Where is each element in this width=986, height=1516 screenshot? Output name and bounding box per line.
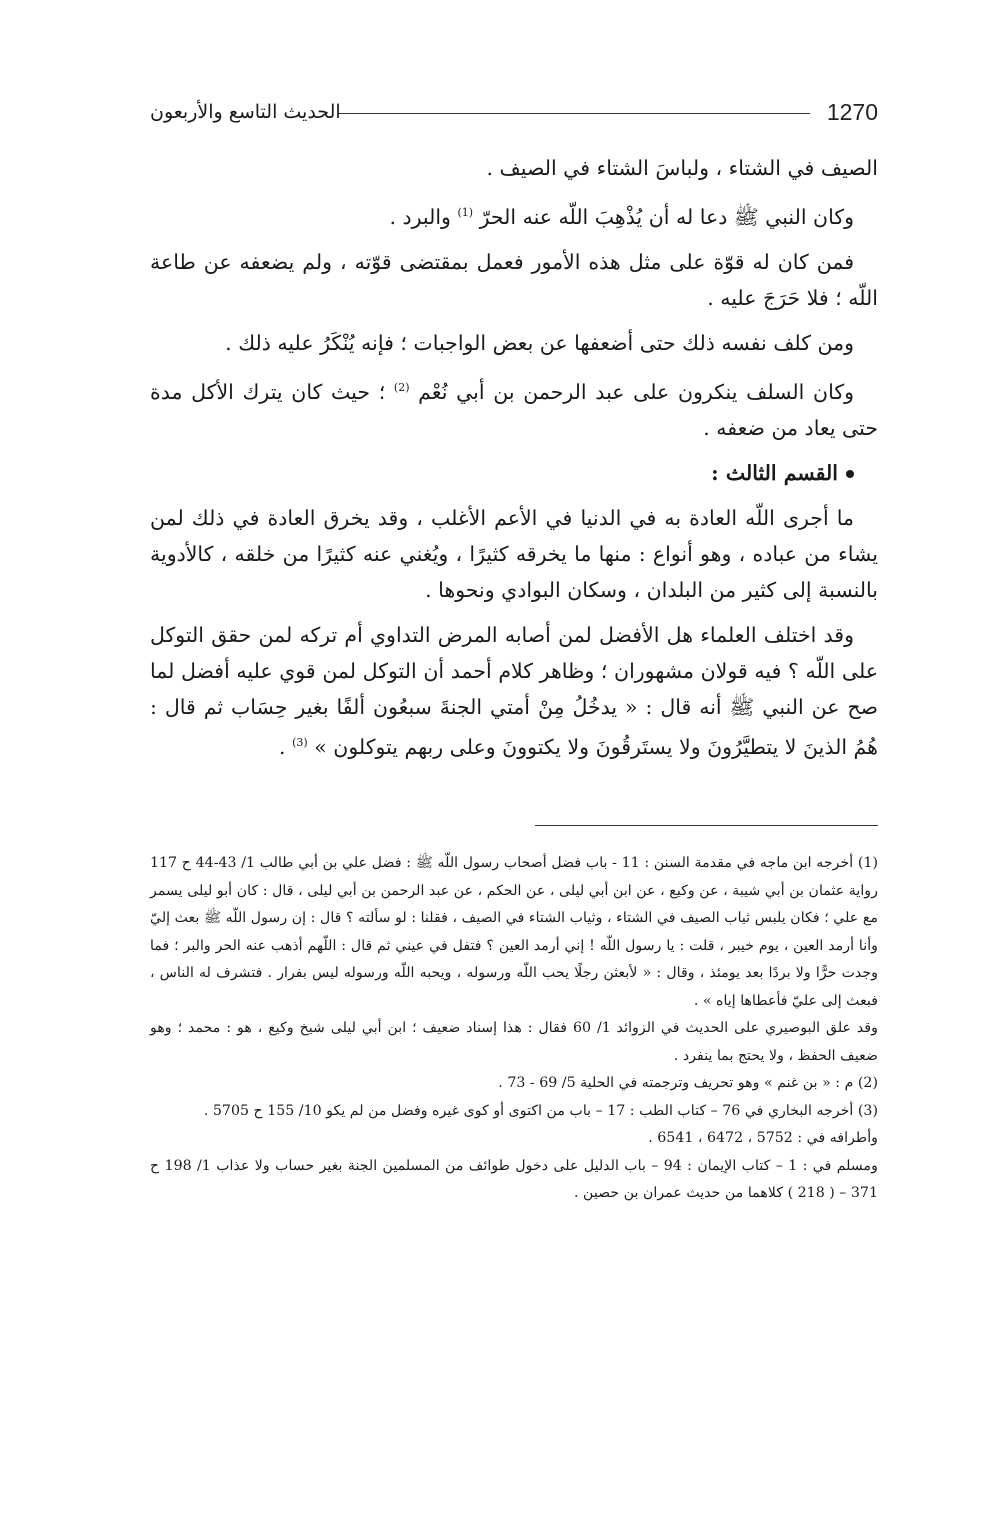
footnotes xyxy=(150,850,878,1208)
footnote: ومسلم في : 1 – كتاب الإيمان : 94 – باب الدليل على دخول طوائف من المسلمين الجنة بغير حساب ولا عذاب 1/ 198 ح 371 – ( 218 ) كلاهما من حديث عمران بن حصين . xyxy=(150,1157,878,1201)
section-heading-text: القسم الثالث : xyxy=(711,460,838,485)
text-run: والبرد . xyxy=(389,204,458,229)
running-header xyxy=(150,92,878,132)
main-text xyxy=(150,150,878,773)
header-rule xyxy=(338,113,810,114)
paragraph: فمن كان له قوّة على مثل هذه الأمور فعمل بمقتضى قوّته ، ولم يضعفه عن طاعة اللّه ؛ فلا حَرَجَ عليه . xyxy=(150,249,878,310)
bullet-icon xyxy=(846,470,854,478)
footnote-marker: (2) xyxy=(393,380,410,394)
paragraph xyxy=(150,617,878,765)
paragraph: ومن كلف نفسه ذلك حتى أضعفها عن بعض الواجبات ؛ فإنه يُنْكَرُ عليه ذلك . xyxy=(225,330,854,355)
text-run: وقد اختلف العلماء هل الأفضل لمن أصابه المرض التداوي أم تركه لمن حقق التوكل على اللّه ؟ فيه قولان مشهوران ؛ وظاهر كلام أحمد أن التوكل لمن قوي عليه أفضل لما صح عن النبي ﷺ أنه قال : « يدخُلُ مِنْ أمتي الجنةَ سبعُون ألفًا بغير حِسَاب ثم قال : هُمُ الذينَ لا يتطيَّرُونَ ولا يستَرقُونَ ولا يكتوونَ وعلى ربهم يتوكلون » xyxy=(150,622,878,759)
footnote-separator xyxy=(535,825,878,826)
page-number: 1270 xyxy=(826,99,878,125)
text-run: ؛ حيث كان يترك الأكل مدة حتى يعاد من ضعفه . xyxy=(150,379,878,440)
paragraph xyxy=(150,370,878,446)
footnote-marker: (3) xyxy=(292,735,308,749)
footnote: (3) أخرجه البخاري في 76 – كتاب الطب : 17 – باب من اكتوى أو كوى غيره وفضل من لم يكو 10/ 155 ح 5705 . xyxy=(203,1102,878,1119)
running-title: الحديث التاسع والأربعون xyxy=(150,101,341,123)
footnote-marker: (1) xyxy=(457,206,474,219)
paragraph: الصيف في الشتاء ، ولباسَ الشتاء في الصيف . xyxy=(486,156,878,180)
footnote: وقد علق البوصيري على الحديث في الزوائد 1/ 60 فقال : هذا إسناد ضعيف ؛ ابن أبي ليلى شيخ وكيع ، هو : محمد ؛ وهو ضعيف الحفظ ، ولا يحتج بما ينفرد . xyxy=(150,1020,879,1064)
paragraph xyxy=(150,195,878,235)
section-heading xyxy=(150,455,878,491)
footnote: وأطرافه في : 5752 ، 6472 ، 6541 . xyxy=(648,1130,878,1146)
paragraph: ما أجرى اللّه العادة به في الدنيا في الأعم الأغلب ، وقد يخرق العادة في ذلك لمن يشاء من عباده ، وهو أنواع : منها ما يخرقه كثيرًا ، ويُغني عنه كثيرًا من خلقه ، كالأدوية بالنسبة إلى كثير من البلدان ، وسكان البوادي ونحوها . xyxy=(150,505,878,602)
footnote: (1) أخرجه ابن ماجه في مقدمة السنن : 11 - باب فضل أصحاب رسول اللّه ﷺ : فضل علي بن أبي طالب 1/ 43-44 ح 117 رواية عثمان بن أبي شيبة ، عن وكيع ، عن ابن أبي ليلى ، عن الحكم ، عن عبد الرحمن بن أبي ليلى ، قال : كان أبو ليلى يسمر مع علي ؛ فكان يلبس ثياب الصيف في الشتاء ، وثياب الشتاء في الصيف ، فقلنا : لو سألته ؟ قال : إن رسول اللّه ﷺ بعث إليّ وأنا أرمد العين ، يوم خيبر ، قلت : يا رسول اللّه ! إني أرمد العين ؟ فتفل في عيني ثم قال : اللّهم أذهب عنه الحر والبر ؛ فما وجدت حرًّا ولا بردًا بعد يومئذ ، وقال : « لأبعثن رجلًا يحب اللّه ورسوله ، ويحبه اللّه ورسوله ليس بفرار . فتشرف له الناس ، فبعث إلى عليّ فأعطاها إياه » . xyxy=(150,855,878,1009)
text-run: . xyxy=(279,734,293,759)
text-run: وكان النبي ﷺ دعا له أن يُذْهِبَ اللّه عنه الحرّ xyxy=(479,204,854,229)
footnote: (2) م : « بن غنم » وهو تحريف وترجمته في الحلية 5/ 69 - 73 . xyxy=(498,1075,878,1091)
text-run: وكان السلف ينكرون على عبد الرحمن بن أبي نُعْم xyxy=(418,379,854,404)
